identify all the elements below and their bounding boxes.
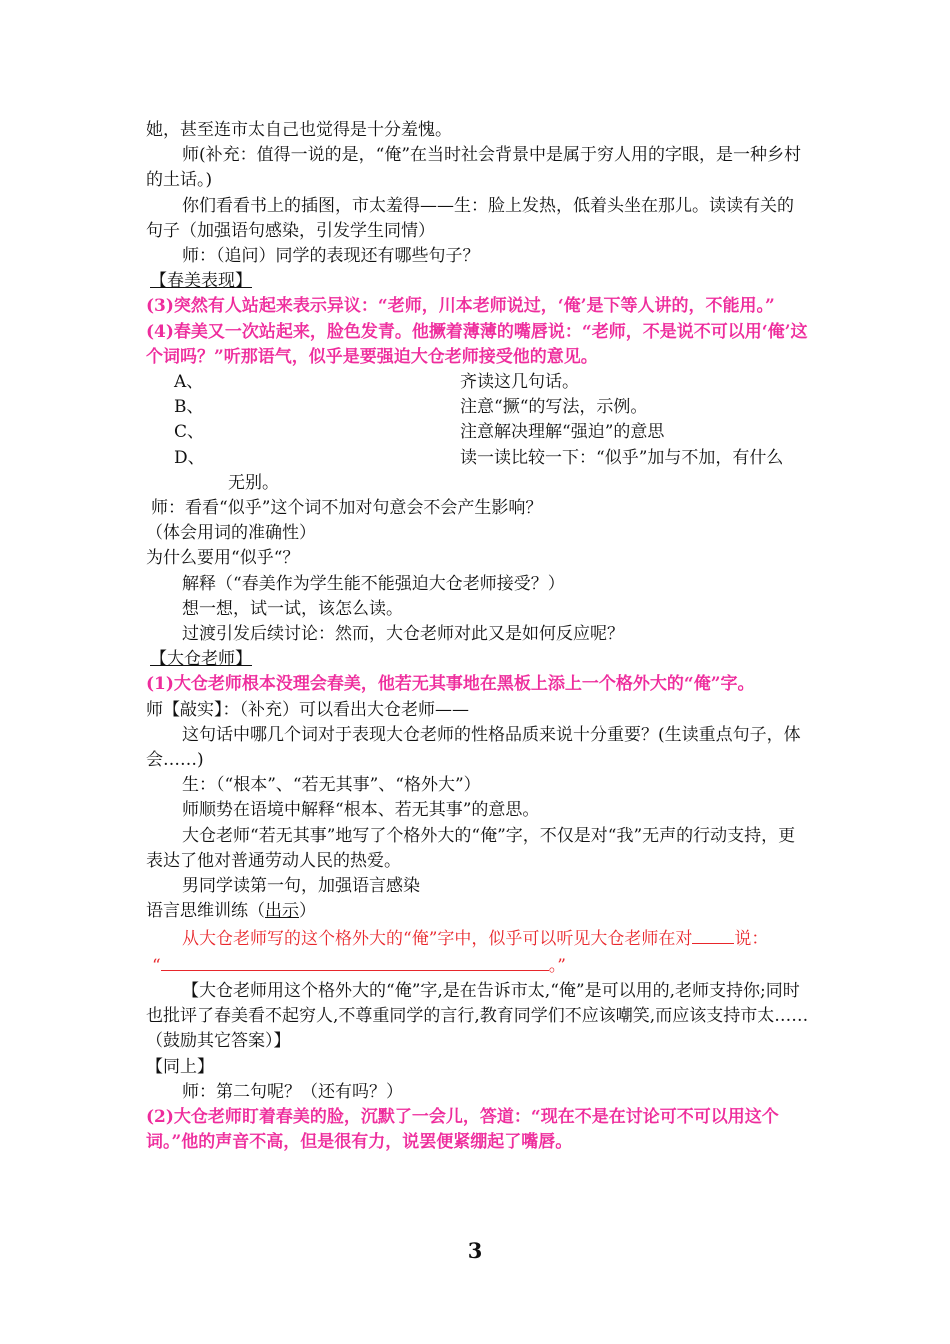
quote-sentence-2: (2)大仓老师盯着春美的脸，沉默了一会儿，答道：“现在不是在讨论可不可以用这个词。”他的声音不高，但是很有力，说罢便紧绷起了嘴唇。 — [146, 1106, 779, 1153]
blank-line — [161, 952, 549, 971]
paragraph: 师：第二句呢？（还有吗？） — [182, 1081, 403, 1102]
list-item-continuation: 无别。 — [228, 472, 279, 493]
paragraph: 这句话中哪几个词对于表现大仓老师的性格品质来说十分重要？(生读重点句子，体会……) — [146, 724, 801, 771]
list-item-text: 读一读比较一下：“似乎”加与不加，有什么 — [460, 447, 784, 468]
paragraph: 【大仓老师用这个格外大的“俺”字,是在告诉市太,“俺”是可以用的,老师支持你;同时也批评了春美看不起穷人,不尊重同学的言行,教育同学们不应该嘲笑,而应该支持市太……（鼓励其它答案）】 — [146, 980, 809, 1052]
fill-in-exercise — [146, 952, 810, 979]
section-heading-dacang — [146, 647, 810, 672]
section-heading-text: 【春美表现】 — [150, 271, 252, 292]
list-item-text: 注意解决理解“强迫”的意思 — [460, 422, 665, 443]
paragraph: 她，甚至连市太自己也觉得是十分羞愧。 — [146, 120, 452, 140]
list-item-label: B、 — [174, 397, 204, 418]
exercise-text: 从大仓老师写的这个格外大的“俺”字中，似乎可以听见大仓老师在对 — [182, 928, 693, 949]
paragraph: 师：（追问）同学的表现还有哪些句子？ — [182, 246, 480, 267]
paragraph: 师(补充：值得一说的是，“俺”在当时社会背景中是属于穷人用的字眼，是一种乡村的土话。) — [146, 145, 802, 191]
text-segment: 语言思维训练（ — [146, 901, 265, 922]
paragraph: 为什么要用“似乎“？ — [146, 548, 300, 569]
section-heading-chunmei — [146, 269, 810, 294]
list-item-label: D、 — [174, 447, 205, 468]
text-segment-underlined: 出示 — [265, 901, 299, 922]
paragraph — [146, 899, 810, 924]
quote-sentence-3: (3)突然有人站起来表示异议：“老师，川本老师说过，‘俺’是下等人讲的，不能用。” — [146, 296, 775, 317]
list-item — [146, 420, 810, 445]
paragraph: 师【敲实】：（补充）可以看出大仓老师—— — [146, 699, 469, 720]
paragraph: 想一想，试一试，该怎么读。 — [182, 598, 403, 619]
document-body — [146, 118, 810, 1155]
paragraph: 大仓老师“若无其事”地写了个格外大的“俺”字，不仅是对“我”无声的行动支持，更表达了他对普通劳动人民的热爱。 — [146, 825, 796, 871]
list-item-text: 注意“撅“的写法，示例。 — [460, 397, 648, 418]
paragraph: 男同学读第一句，加强语言感染 — [182, 876, 420, 897]
quote-sentence-4: (4)春美又一次站起来，脸色发青。他撅着薄薄的嘴唇说：“老师，不是说不可以用‘俺’这个词吗？”听那语气，似乎是要强迫大仓老师接受他的意见。 — [146, 321, 808, 367]
exercise-text: 说： — [734, 928, 769, 949]
page-number: 3 — [467, 1238, 483, 1263]
paragraph: 你们看看书上的插图，市太羞得——生：脸上发热，低着头坐在那儿。读读有关的句子（加强语句感染，引发学生同情） — [146, 195, 794, 241]
paragraph: 过渡引发后续讨论：然而，大仓老师对此又是如何反应呢？ — [182, 624, 624, 645]
paragraph: 生：（“根本”、“若无其事”、“格外大”） — [182, 775, 481, 796]
section-heading-text: 【大仓老师】 — [150, 649, 252, 670]
blank-line — [692, 925, 734, 944]
list-item-label: A、 — [174, 372, 204, 393]
fill-in-exercise — [146, 925, 810, 952]
paragraph: 师：看看“似乎”这个词不加对句意会不会产生影响？ — [151, 498, 543, 519]
text-segment: ） — [299, 901, 316, 922]
list-item — [146, 370, 810, 395]
paragraph: 解释（“春美作为学生能不能强迫大仓老师接受？） — [182, 573, 565, 594]
paragraph: 师顺势在语境中解释“根本、若无其事”的意思。 — [182, 800, 540, 821]
list-item — [146, 446, 810, 471]
list-item-text: 齐读这几句话。 — [460, 372, 579, 393]
section-heading-same: 【同上】 — [146, 1056, 214, 1077]
exercise-text: 。” — [548, 955, 566, 976]
quote-sentence-1: (1)大仓老师根本没理会春美，他若无其事地在黑板上添上一个格外大的“俺”字。 — [146, 674, 755, 695]
paragraph: （体会用词的准确性） — [146, 523, 316, 544]
list-item — [146, 395, 810, 420]
list-item-label: C、 — [174, 422, 205, 443]
exercise-text: “ — [152, 955, 161, 976]
